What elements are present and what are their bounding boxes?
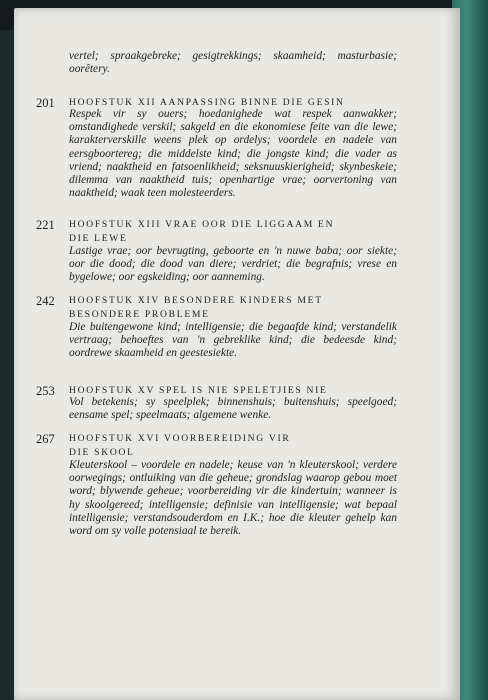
chapter-summary: Kleuterskool – voordele en nadele; keuse van 'n kleuterskool; verdere oorwegings; ontluiking van die geheue; grondslag waarop gebou moet word; blywende geheue; voorbereiding vir die kindertuin; wanneer is hy skoolgereed; intelligensie; definisie van intelligensie; wat bepaal intelligensie; verstandsouderdom en I.K.; hoe die kleuter gehelp kan word om sy volle potensiaal te bereik. — [69, 459, 397, 538]
chapter-heading: HOOFSTUK XVI VOORBEREIDING VIR — [69, 433, 291, 444]
page-number: 201 — [36, 96, 55, 110]
page-number: 221 — [36, 218, 55, 232]
page-number: 267 — [36, 432, 55, 446]
chapter-summary: Vol betekenis; sy speelplek; binnenshuis; buitenshuis; speelgoed; eensame spel; speelmaats; algemene wenke. — [69, 396, 397, 422]
chapter-heading: HOOFSTUK XIII VRAE OOR DIE LIGGAAM EN — [69, 219, 335, 230]
page-number: 253 — [36, 384, 55, 398]
chapter-heading: HOOFSTUK XV SPEL IS NIE SPELETJIES NIE — [69, 385, 328, 396]
chapter-heading-continued: BESONDERE PROBLEME — [69, 309, 210, 320]
chapter-heading: HOOFSTUK XIV BESONDERE KINDERS MET — [69, 295, 323, 306]
chapter-summary: Die buitengewone kind; intelligensie; die begaafde kind; verstandelik vertraag; behoeftes van 'n gebreklike kind; die bedeesde kind; oordrewe skaamheid en geestesiekte. — [69, 321, 397, 360]
chapter-summary: Lastige vrae; oor bevrugting, geboorte en 'n nuwe baba; oor siekte; oor die dood; die dood van diere; verdriet; die begrafnis; vrese en bygelowe; oor egskeiding; oor aanneming. — [69, 245, 397, 284]
page-number: 242 — [36, 294, 55, 308]
chapter-heading-continued: DIE SKOOL — [69, 447, 135, 458]
chapter-heading: HOOFSTUK XII AANPASSING BINNE DIE GESIN — [69, 97, 345, 108]
book-page — [14, 8, 460, 700]
chapter-heading-continued: DIE LEWE — [69, 233, 128, 244]
intro-text: vertel; spraakgebreke; gesigtrekkings; skaamheid; masturbasie; oorêtery. — [69, 50, 397, 76]
chapter-summary: Respek vir sy ouers; hoedanighede wat respek aanwakker; omstandighede verskil; sakgeld en die ekonomiese feite van die lewe; karakterverskille weens plek op ordelys; voordele en nadele van eersgboortereg; die middelste kind; die jongste kind; die vader as vriend; naaktheid en fatsoenlikheid; seksnuuskierigheid; skynbeskeie; dilemma van naaktheid tuis; openhartige vrae; oorvertoning van naaktheid; waak teen molesteerders. — [69, 108, 397, 200]
